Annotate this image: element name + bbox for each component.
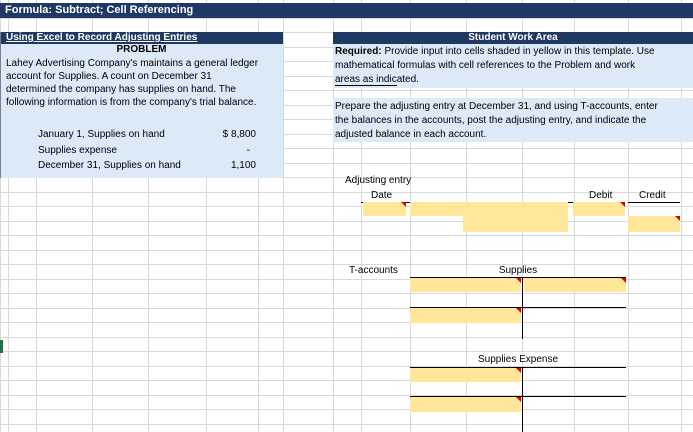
t-account-supplies-divider (522, 277, 523, 339)
tb-value-expense[interactable]: - (246, 145, 250, 156)
instructions-line-2: the balances in the accounts, post the adjusting entry, and indicate the (335, 115, 647, 126)
entry-date-cell[interactable] (363, 202, 406, 216)
problem-label: PROBLEM (116, 44, 167, 55)
sheet-title-bar (0, 3, 693, 18)
expense-balance-amount-cell[interactable] (466, 397, 521, 412)
supplies-debit-amount-cell[interactable] (466, 278, 521, 292)
problem-line-1: Lahey Advertising Company's maintains a general ledger (6, 58, 259, 69)
adjusting-entry-title: Adjusting entry (345, 175, 412, 186)
entry-debit-account-cell[interactable] (410, 202, 568, 216)
entry-credit-amount-cell[interactable] (628, 216, 680, 232)
col-debit-header: Debit (589, 190, 613, 201)
entry-credit-account-cell[interactable] (463, 216, 568, 232)
col-credit-header: Credit (639, 190, 666, 201)
panel-left-border (0, 32, 1, 178)
tb-value-dec31[interactable]: 1,100 (230, 160, 256, 171)
required-line-1 (335, 46, 655, 58)
student-work-header-text: Student Work Area (468, 32, 558, 43)
tb-label-expense: Supplies expense (38, 145, 117, 156)
t-account-supplies-expense-title: Supplies Expense (477, 354, 559, 365)
instructions-line-3: adjusted balance in each account. (335, 129, 487, 140)
supplies-credit-amount-cell[interactable] (574, 278, 626, 292)
required-text-1: Provide input into cells shaded in yellow in this template. Use (381, 46, 655, 57)
expense-debit-amount-cell[interactable] (466, 368, 521, 382)
problem-header-text: Using Excel to Record Adjusting Entries (6, 32, 198, 43)
problem-line-3: determined the company has supplies on hand. The (6, 84, 236, 95)
instructions-line-1: Prepare the adjusting entry at December 31, and using T-accounts, enter (335, 101, 658, 112)
required-label: Required: (335, 46, 382, 57)
col-date-header: Date (371, 190, 393, 201)
expense-balance-label-cell[interactable] (410, 397, 466, 412)
t-accounts-label: T-accounts (349, 265, 398, 276)
tb-label-dec31: December 31, Supplies on hand (38, 160, 181, 171)
problem-line-2: account for Supplies. A count on December 31 (6, 71, 212, 82)
tb-label-jan1: January 1, Supplies on hand (38, 129, 165, 140)
t-account-expense-divider (522, 367, 523, 432)
sheet-title: Formula: Subtract; Cell Referencing (5, 4, 194, 16)
required-line-2: mathematical formulas with cell references to the Problem and work (335, 60, 636, 71)
entry-debit-amount-cell[interactable] (573, 202, 625, 216)
problem-line-4: following information is from the company's trial balance. (6, 97, 257, 108)
required-underline (335, 85, 397, 86)
supplies-balance-amount-cell[interactable] (466, 308, 521, 323)
tb-value-jan1[interactable]: $ 8,800 (222, 129, 256, 140)
expense-debit-label-cell[interactable] (410, 368, 466, 382)
problem-header (0, 32, 283, 44)
supplies-credit-label-cell[interactable] (524, 278, 574, 292)
supplies-balance-label-cell[interactable] (410, 308, 466, 323)
journal-header-rule-2 (628, 202, 680, 203)
supplies-debit-label-cell[interactable] (410, 278, 466, 292)
active-row-marker (0, 340, 3, 353)
t-account-supplies-title: Supplies (498, 265, 538, 276)
student-work-header (333, 32, 693, 44)
required-line-3: areas as indicated. (335, 74, 419, 85)
